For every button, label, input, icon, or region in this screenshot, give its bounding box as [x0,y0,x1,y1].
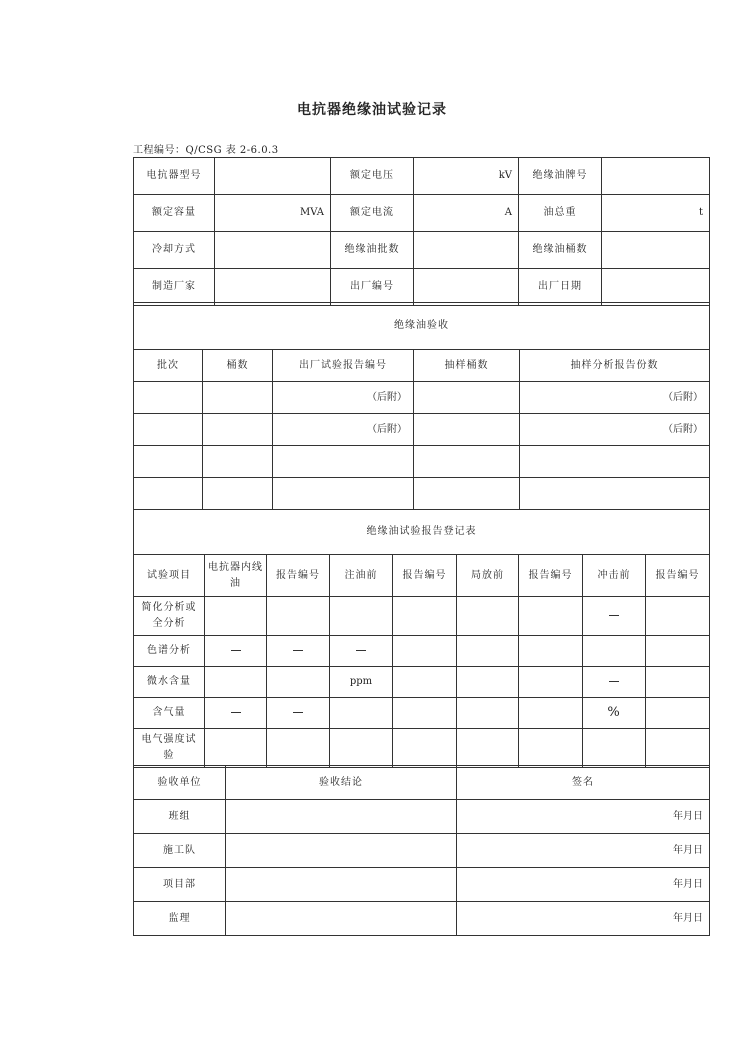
oil-barrels-field[interactable] [602,232,710,269]
cell[interactable] [134,446,203,478]
col-test-item: 试验项目 [134,555,205,597]
oil-batch-label: 绝缘油批数 [331,232,414,269]
oil-batch-field[interactable] [414,232,519,269]
row-gas-content: 含气量 [134,698,205,729]
cell[interactable] [414,382,520,414]
signature-field[interactable]: 年月日 [457,868,710,902]
col-sample-reports: 抽样分析报告份数 [520,350,710,382]
table-row [134,766,710,800]
cell[interactable] [646,597,710,636]
cell[interactable] [267,597,330,636]
table-row [134,667,710,698]
cell[interactable] [393,698,457,729]
cell[interactable] [273,446,414,478]
cell[interactable] [520,478,710,510]
table-row [134,555,710,597]
cell[interactable] [203,478,273,510]
conclusion-field[interactable] [226,834,457,868]
dash-mark [231,712,241,713]
row-electric-strength: 电气强度试验 [134,729,205,768]
rated-voltage-label: 额定电压 [331,158,414,195]
cell[interactable] [414,446,520,478]
cell[interactable] [646,729,710,768]
cell[interactable] [205,729,267,768]
table-row [134,597,710,636]
cell[interactable] [457,698,519,729]
signature-field[interactable]: 年月日 [457,834,710,868]
table-row [134,382,710,414]
cell[interactable] [646,636,710,667]
dash-mark [231,650,241,651]
cell[interactable] [134,414,203,446]
row-supervisor: 监理 [134,902,226,936]
table-row [134,303,710,350]
page-title: 电抗器绝缘油试验记录 [297,102,447,118]
col-report-no: 报告编号 [646,555,710,597]
gas-unit-cell[interactable]: % [583,698,646,729]
serial-field[interactable] [414,269,519,306]
row-simplified-analysis: 简化分析或全分析 [134,597,205,636]
table-row [134,800,710,834]
table-row [134,698,710,729]
model-field[interactable] [215,158,331,195]
register-section-title: 绝缘油试验报告登记表 [134,510,710,555]
cell-na [583,667,646,698]
row-chromatography: 色谱分析 [134,636,205,667]
reactor-info-table [133,157,710,306]
col-report-no: 报告编号 [519,555,583,597]
table-row [134,158,710,195]
table-row [134,729,710,768]
cell[interactable] [457,729,519,768]
col-internal-oil: 电抗器内线油 [205,555,267,597]
cell[interactable] [457,636,519,667]
cell[interactable] [205,597,267,636]
conclusion-field[interactable] [226,868,457,902]
col-before-inject: 注油前 [330,555,393,597]
table-row [134,414,710,446]
cell[interactable] [203,446,273,478]
col-before-discharge: 局放前 [457,555,519,597]
signature-field[interactable]: 年月日 [457,902,710,936]
cell-na [330,636,393,667]
table-row [134,868,710,902]
cell[interactable] [519,636,583,667]
cell-na [205,636,267,667]
table-row [134,478,710,510]
oil-barrels-label: 绝缘油桶数 [519,232,602,269]
table-row [134,350,710,382]
project-code: 工程编号：Q/CSG 表 2-6.0.3 [133,145,279,156]
moisture-unit-cell[interactable]: ppm [330,667,393,698]
cell[interactable] [646,698,710,729]
col-before-impulse: 冲击前 [583,555,646,597]
row-team: 班组 [134,800,226,834]
cell[interactable] [520,446,710,478]
cell[interactable] [330,729,393,768]
manufacturer-field[interactable] [215,269,331,306]
sample-report-cell[interactable]: （后附） [520,382,710,414]
col-acceptance-conclusion: 验收结论 [226,766,457,800]
factory-report-cell[interactable]: （后附） [273,382,414,414]
col-sample-barrels: 抽样桶数 [414,350,520,382]
table-row [134,902,710,936]
rated-capacity-field[interactable]: MVA [215,195,331,232]
total-oil-field[interactable]: t [602,195,710,232]
conclusion-field[interactable] [226,902,457,936]
col-factory-report: 出厂试验报告编号 [273,350,414,382]
rated-capacity-label: 额定容量 [134,195,215,232]
cell[interactable] [519,597,583,636]
cell[interactable] [393,729,457,768]
oil-brand-field[interactable] [602,158,710,195]
rated-voltage-field[interactable]: kV [414,158,519,195]
rated-current-field[interactable]: A [414,195,519,232]
col-signature: 签名 [457,766,710,800]
cell[interactable] [519,729,583,768]
dash-mark [609,681,619,682]
cell-na [583,597,646,636]
cell[interactable] [330,698,393,729]
dash-mark [356,650,366,651]
cell[interactable] [393,597,457,636]
table-row [134,269,710,306]
cell[interactable] [457,667,519,698]
table-row [134,510,710,555]
dash-mark [293,712,303,713]
cell[interactable] [393,636,457,667]
col-report-no: 报告编号 [393,555,457,597]
factory-report-cell[interactable]: （后附） [273,414,414,446]
row-project-dept: 项目部 [134,868,226,902]
sample-report-cell[interactable]: （后附） [520,414,710,446]
signature-field[interactable]: 年月日 [457,800,710,834]
table-row [134,195,710,232]
cell[interactable] [267,667,330,698]
signoff-table [133,765,710,936]
cell[interactable] [203,382,273,414]
cell[interactable] [414,478,520,510]
test-register-table [133,509,710,768]
cell[interactable] [519,667,583,698]
model-label: 电抗器型号 [134,158,215,195]
col-acceptance-unit: 验收单位 [134,766,226,800]
col-barrels: 桶数 [203,350,273,382]
oil-brand-label: 绝缘油牌号 [519,158,602,195]
cell[interactable] [583,729,646,768]
cell[interactable] [205,667,267,698]
oil-acceptance-table [133,302,710,510]
cooling-field[interactable] [215,232,331,269]
cell[interactable] [457,597,519,636]
cell[interactable] [134,478,203,510]
dash-mark [609,615,619,616]
table-row [134,834,710,868]
cell[interactable] [267,729,330,768]
acceptance-section-title: 绝缘油验收 [134,303,710,350]
cell[interactable] [519,698,583,729]
serial-label: 出厂编号 [331,269,414,306]
cell[interactable] [134,382,203,414]
table-row [134,446,710,478]
total-oil-label: 油总重 [519,195,602,232]
conclusion-field[interactable] [226,800,457,834]
date-label: 出厂日期 [519,269,602,306]
cell[interactable] [203,414,273,446]
cell[interactable] [646,667,710,698]
cell[interactable] [583,636,646,667]
table-row [134,232,710,269]
cell[interactable] [330,597,393,636]
row-construction-team: 施工队 [134,834,226,868]
col-batch: 批次 [134,350,203,382]
cell-na [205,698,267,729]
cooling-label: 冷却方式 [134,232,215,269]
date-field[interactable] [602,269,710,306]
dash-mark [293,650,303,651]
table-row [134,636,710,667]
rated-current-label: 额定电流 [331,195,414,232]
cell[interactable] [414,414,520,446]
manufacturer-label: 制造厂家 [134,269,215,306]
col-report-no: 报告编号 [267,555,330,597]
row-moisture: 微水含量 [134,667,205,698]
cell-na [267,636,330,667]
cell[interactable] [393,667,457,698]
cell-na [267,698,330,729]
cell[interactable] [273,478,414,510]
